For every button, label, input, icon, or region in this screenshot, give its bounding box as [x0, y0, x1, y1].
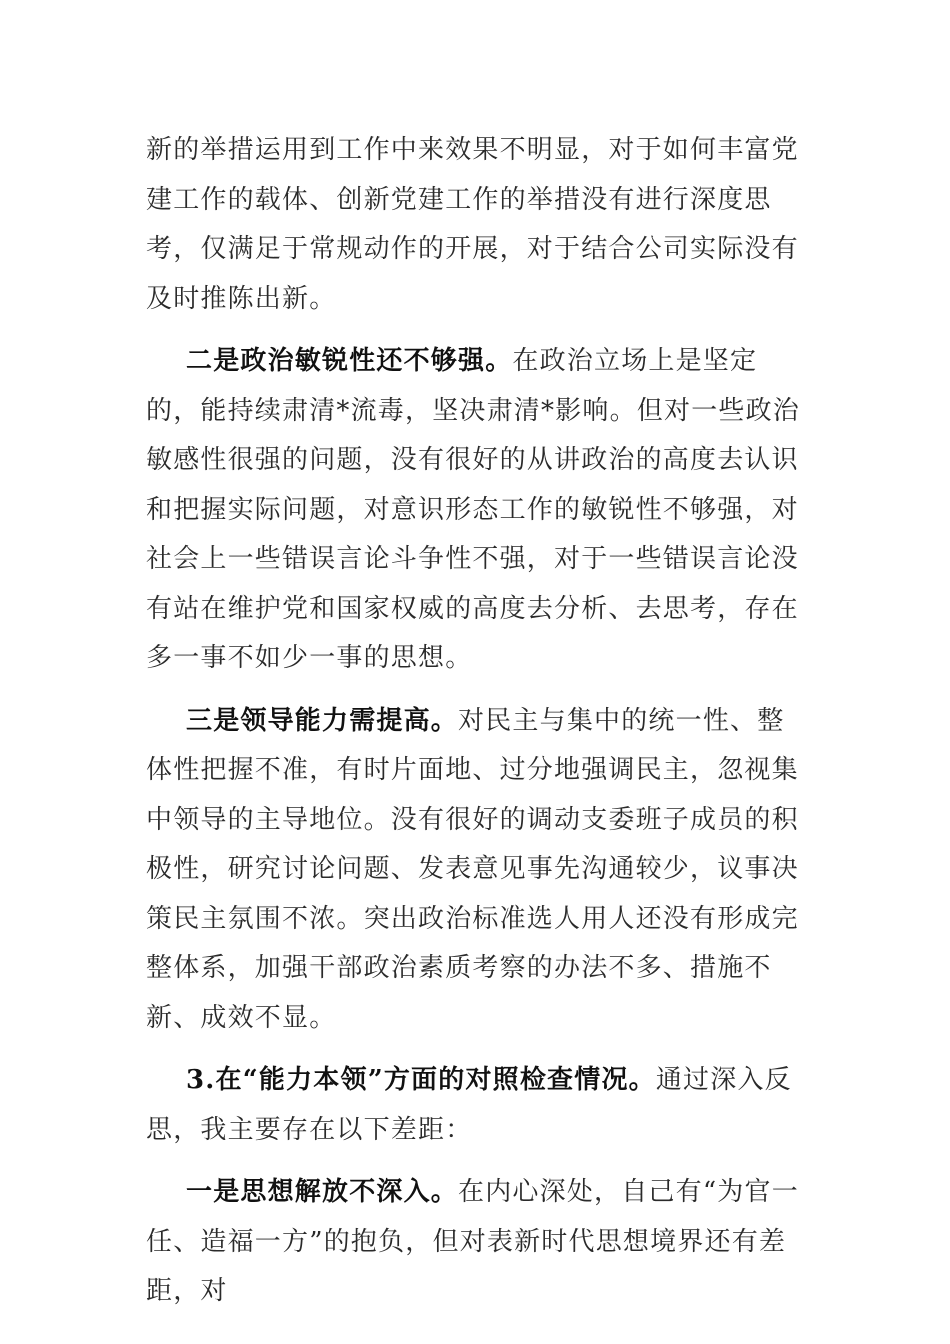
paragraph-thought-liberation — [146, 1168, 811, 1317]
document-body — [146, 126, 811, 1330]
paragraph-text: 在政治立场上是坚定的，能持续肃清*流毒，坚决肃清*影响。但对一些政治敏感性很强的问题，没有很好的从讲政治的高度去认识和把握实际问题，对意识形态工作的敏锐性不够强，对社会上一些错误言论斗争性不强，对于一些错误言论没有站在维护党和国家权威的高度去分析、去思考，存在多一事不如少一事的思想。 — [146, 346, 801, 673]
paragraph-text: 在内心深处，自己有“为官一任、造福一方”的抱负，但对表新时代思想境界还有差距，对 — [146, 1177, 799, 1306]
paragraph-lead: 一是思想解放不深入。 — [186, 1177, 459, 1207]
paragraph-text: 对民主与集中的统一性、整体性把握不准，有时片面地、过分地强调民主，忽视集中领导的主导地位。没有很好的调动支委班子成员的积极性，研究讨论问题、发表意见事先沟通较少，议事决策民主氛围不浓。突出政治标准选人用人还没有形成完整体系，加强干部政治素质考察的办法不多、措施不新、成效不显。 — [146, 705, 799, 1033]
paragraph-lead: 3.在“能力本领”方面的对照检查情况。 — [186, 1065, 656, 1095]
paragraph-text: 新的举措运用到工作中来效果不明显，对于如何丰富党建工作的载体、创新党建工作的举措没有进行深度思考，仅满足于常规动作的开展，对于结合公司实际没有及时推陈出新。 — [146, 135, 799, 314]
paragraph-political-sensitivity — [146, 337, 811, 684]
paragraph-lead: 二是政治敏锐性还不够强。 — [186, 346, 513, 376]
section-heading-ability — [146, 1056, 811, 1155]
paragraph-text: 通过深入反思，我主要存在以下差距： — [146, 1065, 792, 1145]
paragraph-intro-continuation — [146, 126, 811, 324]
paragraph-leadership-ability — [146, 697, 811, 1044]
paragraph-lead: 三是领导能力需提高。 — [186, 705, 459, 736]
